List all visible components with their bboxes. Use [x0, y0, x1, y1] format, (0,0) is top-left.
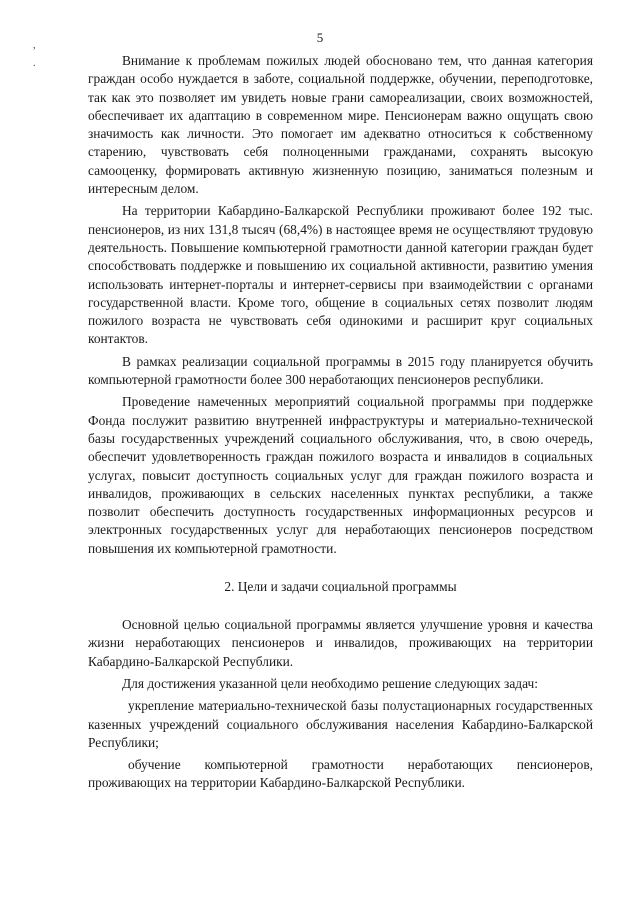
paragraph-kbr-pensioners: На территории Кабардино-Балкарской Республики проживают более 192 тыс. пенсионеров, из них 131,8 тысяч (68,4%) в настоящее время не осуществляют трудовую деятельность. Повышение компьютерной грамотности данной категории граждан будет способствовать поддержке и повышению их социальной активности, развитию умения использовать интернет-порталы и интернет-сервисы при взаимодействии с органами государственной власти. Кроме того, общение в социальных сетях позволит людям пожилого возраста не чувствовать себя одинокими и расширит круг социальных контактов. — [88, 203, 593, 347]
margin-mark-top: , — [33, 40, 36, 51]
section-heading: 2. Цели и задачи социальной программы — [224, 579, 457, 595]
margin-mark-bottom: . — [33, 58, 36, 69]
document-body — [88, 52, 593, 793]
paragraph-fund-support: Проведение намеченных мероприятий социальной программы при поддержке Фонда послужит развитию внутренней инфраструктуры и материально-технической базы государственных учреждений социального обслуживания, что, в свою очередь, обеспечит удовлетворенность граждан пожилого возраста и инвалидов в социальных услугах, повысит доступность социальных услуг для граждан пожилого возраста и инвалидов, проживающих в сельских населенных пунктах республики, а также позволит обеспечить доступность государственных информационных ресурсов и электронных государственных услуг для неработающих пенсионеров посредством повышения их компьютерной грамотности. — [88, 394, 593, 556]
paragraph-2015-plan: В рамках реализации социальной программы в 2015 году планируется обучить компьютерной грамотности более 300 неработающих пенсионеров республики. — [88, 353, 593, 388]
paragraph-tasks-intro: Для достижения указанной цели необходимо решение следующих задач: — [122, 675, 538, 691]
paragraph-main-goal: Основной целью социальной программы является улучшение уровня и качества жизни неработающих пенсионеров и инвалидов, проживающих на территории Кабардино-Балкарской Республики. — [88, 617, 593, 669]
task-item: укрепление материально-технической базы полустационарных государственных казенных учреждений социального обслуживания населения Кабардино-Балкарской Республики; — [88, 698, 593, 750]
paragraph-elderly-attention: Внимание к проблемам пожилых людей обосновано тем, что данная категория граждан особо нуждается в заботе, социальной поддержке, обучении, переподготовке, так как это позволяет им увидеть новые грани самореализации, своих возможностей, обеспечивает их адаптацию в современном мире. Пенсионерам важно ощущать свою значимость как личности. Это помогает им адекватно относиться к собственному старению, чувствовать себя полноценными гражданами, сохранять высокую самооценку, формировать активную жизненную позицию, заниматься полезным и интересным делом. — [88, 53, 593, 197]
page-number: 5 — [316, 30, 324, 45]
task-item: обучение компьютерной грамотности неработающих пенсионеров, проживающих на территории Кабардино-Балкарской Республики. — [88, 757, 593, 791]
